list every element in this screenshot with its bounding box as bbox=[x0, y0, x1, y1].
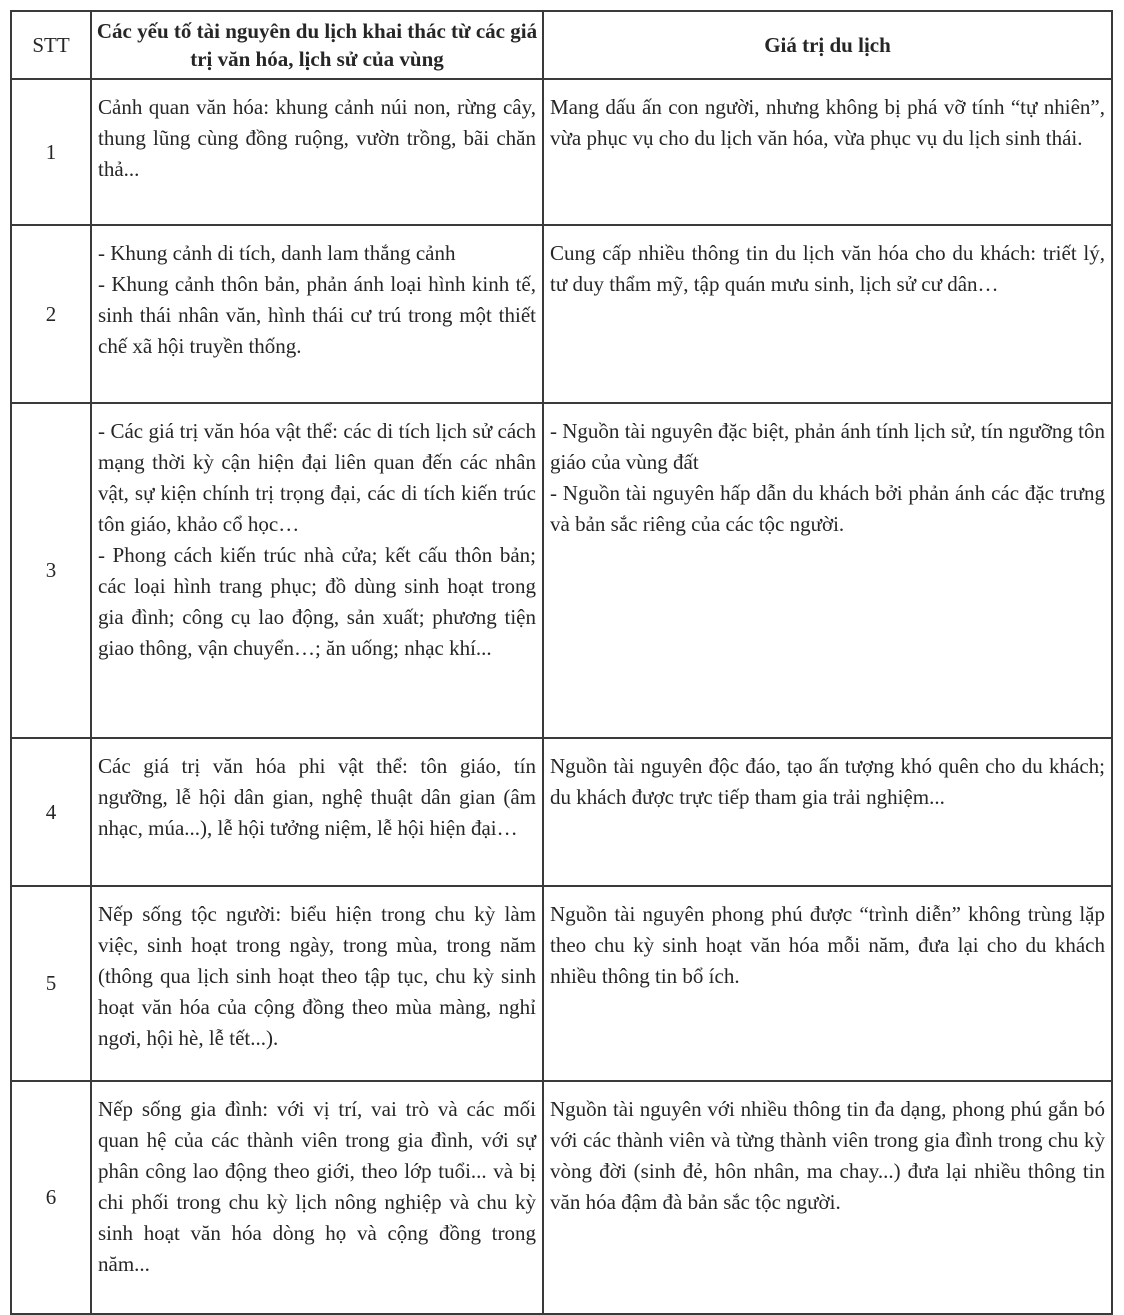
tourism-value-paragraph: Cung cấp nhiều thông tin du lịch văn hóa cho du khách: triết lý, tư duy thẩm mỹ, tập quán mưu sinh, lịch sử cư dân… bbox=[550, 241, 1105, 296]
header-factors: Các yếu tố tài nguyên du lịch khai thác từ các giá trị văn hóa, lịch sử của vùng bbox=[91, 11, 543, 79]
factors-cell bbox=[91, 79, 543, 225]
tourism-value-cell bbox=[543, 738, 1112, 886]
tourism-value-cell bbox=[543, 403, 1112, 738]
tourism-value-cell bbox=[543, 886, 1112, 1081]
table-row bbox=[11, 738, 1112, 886]
table-row bbox=[11, 403, 1112, 738]
table-row bbox=[11, 225, 1112, 403]
row-number: 2 bbox=[11, 225, 91, 403]
row-number: 5 bbox=[11, 886, 91, 1081]
document-page bbox=[10, 10, 1111, 1276]
factors-paragraph: Cảnh quan văn hóa: khung cảnh núi non, rừng cây, thung lũng cùng đồng ruộng, vườn trồng, bãi chăn thả... bbox=[98, 95, 536, 181]
tourism-value-cell bbox=[543, 225, 1112, 403]
factors-paragraph: - Khung cảnh di tích, danh lam thắng cảnh bbox=[98, 241, 456, 265]
row-number: 3 bbox=[11, 403, 91, 738]
tourism-value-paragraph: Mang dấu ấn con người, nhưng không bị phá vỡ tính “tự nhiên”, vừa phục vụ cho du lịch văn hóa, vừa phục vụ du lịch sinh thái. bbox=[550, 95, 1105, 150]
tourism-value-paragraph: Nguồn tài nguyên phong phú được “trình diễn” không trùng lặp theo chu kỳ sinh hoạt văn hóa mỗi năm, đưa lại cho du khách nhiều thông tin bổ ích. bbox=[550, 902, 1105, 988]
factors-paragraph: - Phong cách kiến trúc nhà cửa; kết cấu thôn bản; các loại hình trang phục; đồ dùng sinh hoạt trong gia đình; công cụ lao động, sản xuất; phương tiện giao thông, vận chuyển…; ăn uống; nhạc khí... bbox=[98, 543, 536, 660]
factors-paragraph: - Các giá trị văn hóa vật thể: các di tích lịch sử cách mạng thời kỳ cận hiện đại liên quan đến các nhân vật, sự kiện chính trị trọng đại, các di tích kiến trúc tôn giáo, khảo cổ học… bbox=[98, 419, 536, 536]
tourism-value-paragraph: - Nguồn tài nguyên đặc biệt, phản ánh tính lịch sử, tín ngưỡng tôn giáo của vùng đất bbox=[550, 419, 1105, 474]
tourism-value-paragraph: Nguồn tài nguyên với nhiều thông tin đa dạng, phong phú gắn bó với các thành viên và từng thành viên trong gia đình trong chu kỳ vòng đời (sinh đẻ, hôn nhân, ma chay...) đưa lại nhiều thông tin văn hóa đậm đà bản sắc tộc người. bbox=[550, 1097, 1105, 1214]
header-stt: STT bbox=[11, 11, 91, 79]
factors-cell bbox=[91, 886, 543, 1081]
tourism-value-cell bbox=[543, 79, 1112, 225]
row-number: 4 bbox=[11, 738, 91, 886]
table-row bbox=[11, 79, 1112, 225]
table-row bbox=[11, 886, 1112, 1081]
cropped-text-edge bbox=[10, 1194, 260, 1200]
table-header-row bbox=[11, 11, 1112, 79]
factors-paragraph: Các giá trị văn hóa phi vật thể: tôn giáo, tín ngưỡng, lễ hội dân gian, nghệ thuật dân gian (âm nhạc, múa...), lễ hội tưởng niệm, lễ hội hiện đại… bbox=[98, 754, 536, 840]
tourism-value-paragraph: - Nguồn tài nguyên hấp dẫn du khách bởi phản ánh các đặc trưng và bản sắc riêng của các tộc người. bbox=[550, 481, 1105, 536]
tourism-resources-table bbox=[10, 10, 1113, 1315]
factors-cell bbox=[91, 403, 543, 738]
row-number: 6 bbox=[11, 1081, 91, 1314]
factors-paragraph: - Khung cảnh thôn bản, phản ánh loại hình kinh tế, sinh thái nhân văn, hình thái cư trú trong một thiết chế xã hội truyền thống. bbox=[98, 272, 536, 358]
row-number: 1 bbox=[11, 79, 91, 225]
factors-cell bbox=[91, 225, 543, 403]
tourism-value-paragraph: Nguồn tài nguyên độc đáo, tạo ấn tượng khó quên cho du khách; du khách được trực tiếp tham gia trải nghiệm... bbox=[550, 754, 1105, 809]
factors-paragraph: Nếp sống tộc người: biểu hiện trong chu kỳ làm việc, sinh hoạt trong ngày, trong mùa, trong năm (thông qua lịch sinh hoạt theo tập tục, chu kỳ sinh hoạt văn hóa của cộng đồng theo mùa màng, nghỉ ngơi, hội hè, lễ tết...). bbox=[98, 902, 536, 1050]
header-tourism-value: Giá trị du lịch bbox=[543, 11, 1112, 79]
factors-paragraph: Nếp sống gia đình: với vị trí, vai trò và các mối quan hệ của các thành viên trong gia đình, với sự phân công lao động theo giới, theo lớp tuổi... và bị chi phối trong chu kỳ lịch nông nghiệp và chu kỳ sinh hoạt văn hóa dòng họ và cộng đồng trong năm... bbox=[98, 1097, 536, 1276]
tourism-value-cell bbox=[543, 1081, 1112, 1314]
factors-cell bbox=[91, 738, 543, 886]
